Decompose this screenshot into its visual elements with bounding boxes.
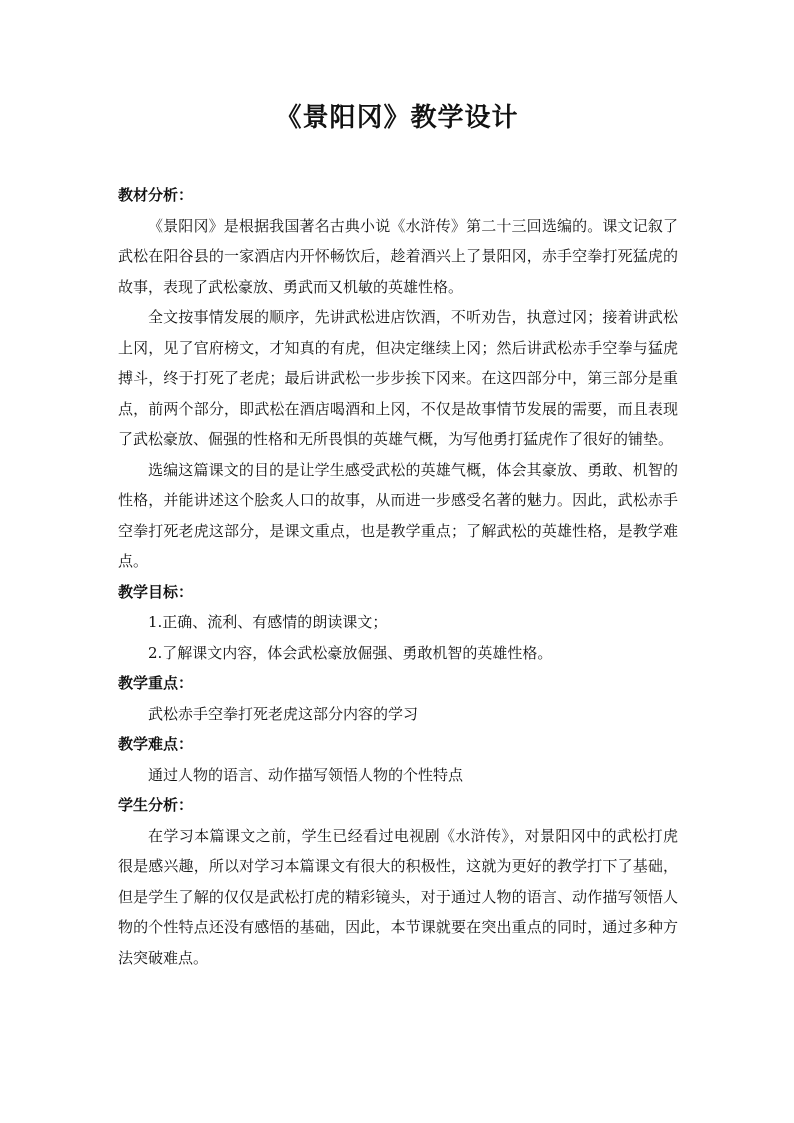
paragraph-teaching-focus: 武松赤手空拳打死老虎这部分内容的学习 [148, 704, 419, 723]
section-heading-textbook-analysis: 教材分析： [118, 186, 194, 204]
teaching-goal-item-1: 1.正确、流利、有感情的朗读课文； [148, 613, 388, 631]
section-heading-student-analysis: 学生分析： [118, 796, 194, 814]
section-heading-teaching-goals: 教学目标： [118, 582, 194, 601]
section-heading-teaching-difficulty: 教学难点： [118, 735, 194, 753]
paragraph-teaching-difficulty: 通过人物的语言、动作描写领悟人物的个性特点 [148, 765, 464, 784]
paragraph-textbook-analysis-2: 全文按事情发展的顺序，先讲武松进店饮酒，不听劝告，执意过冈；接着讲武松上冈，见了官府榜文，才知真的有虎，但决定继续上冈；然后讲武松赤手空拳与猛虎搏斗，终于打死了老虎；最后讲武松一步步挨下冈来。在这四部分中，第三部分是重点，前两个部分，即武松在酒店喝酒和上冈，不仅是故事情节发展的需要，而且表现了武松豪放、倔强的性格和无所畏惧的英雄气概，为写他勇打猛虎作了很好的铺垫。 [118, 308, 678, 448]
paragraph-student-analysis: 在学习本篇课文之前，学生已经看过电视剧《水浒传》，对景阳冈中的武松打虎很是感兴趣，所以对学习本篇课文有很大的积极性，这就为更好的教学打下了基础，但是学生了解的仅仅是武松打虎的精彩镜头，对于通过人物的语言、动作描写领悟人物的个性特点还没有感悟的基础，因此，本节课就要在突出重点的同时，通过多种方法突破难点。 [118, 826, 678, 967]
paragraph-textbook-analysis-1: 《景阳冈》是根据我国著名古典小说《水浒传》第二十三回选编的。课文记叙了武松在阳谷县的一家酒店内开怀畅饮后，趁着酒兴上了景阳冈，赤手空拳打死猛虎的故事，表现了武松豪放、勇武而又机敏的英雄性格。 [118, 216, 678, 296]
teaching-goal-item-2: 2.了解课文内容，体会武松豪放倔强、勇敢机智的英雄性格。 [148, 643, 553, 662]
paragraph-textbook-analysis-3: 选编这篇课文的目的是让学生感受武松的英雄气概，体会其豪放、勇敢、机智的性格，并能讲述这个脍炙人口的故事，从而进一步感受名著的魅力。因此，武松赤手空拳打死老虎这部分，是课文重点，也是教学重点；了解武松的英雄性格，是教学难点。 [118, 460, 678, 570]
section-heading-teaching-focus: 教学重点： [118, 674, 194, 692]
document-title: 《景阳冈》教学设计 [275, 103, 519, 133]
document-body [118, 180, 678, 973]
